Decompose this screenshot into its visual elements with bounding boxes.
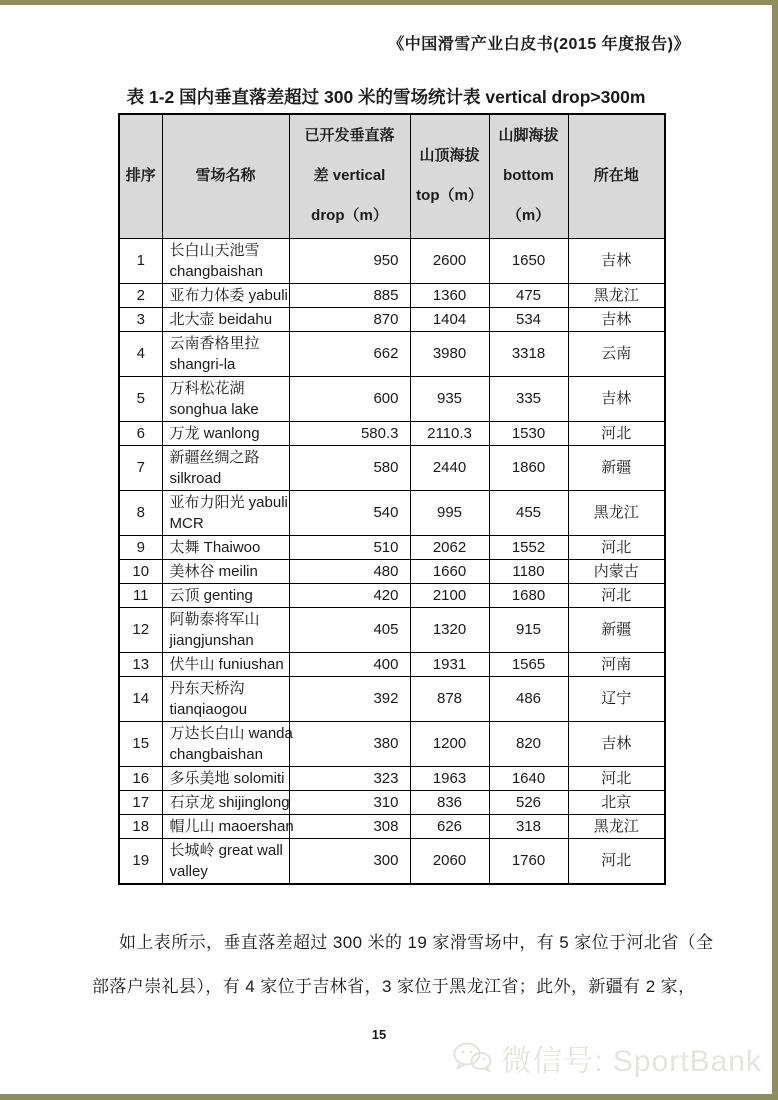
cell-bottom: 820 xyxy=(489,721,568,766)
cell-rank: 6 xyxy=(119,421,162,445)
cell-location: 辽宁 xyxy=(568,676,665,721)
column-header-rank: 排序 xyxy=(119,114,162,238)
cell-bottom: 915 xyxy=(489,607,568,652)
cell-top: 935 xyxy=(410,376,489,421)
cell-drop: 400 xyxy=(289,652,410,676)
table-row xyxy=(119,307,665,331)
cell-name: 丹东天桥沟 tianqiaogou xyxy=(162,676,289,721)
page-border-bottom xyxy=(0,1094,778,1100)
cell-top: 626 xyxy=(410,814,489,838)
cell-location: 河北 xyxy=(568,766,665,790)
cell-drop: 310 xyxy=(289,790,410,814)
table-row xyxy=(119,652,665,676)
cell-location: 河北 xyxy=(568,583,665,607)
table-row xyxy=(119,490,665,535)
cell-drop: 870 xyxy=(289,307,410,331)
cell-top: 1200 xyxy=(410,721,489,766)
cell-top: 1660 xyxy=(410,559,489,583)
cell-rank: 11 xyxy=(119,583,162,607)
cell-name: 万达长白山 wanda changbaishan xyxy=(162,721,289,766)
cell-top: 3980 xyxy=(410,331,489,376)
cell-bottom: 1530 xyxy=(489,421,568,445)
cell-name: 多乐美地 solomiti xyxy=(162,766,289,790)
cell-name: 万龙 wanlong xyxy=(162,421,289,445)
cell-bottom: 1565 xyxy=(489,652,568,676)
ski-resorts-table xyxy=(118,113,666,885)
cell-top: 1963 xyxy=(410,766,489,790)
table-body xyxy=(119,238,665,884)
cell-bottom: 526 xyxy=(489,790,568,814)
cell-location: 吉林 xyxy=(568,238,665,283)
column-header-bottom: 山脚海拔 bottom （m） xyxy=(489,114,568,238)
cell-name: 太舞 Thaiwoo xyxy=(162,535,289,559)
table-row xyxy=(119,376,665,421)
cell-drop: 300 xyxy=(289,838,410,884)
cell-location: 河北 xyxy=(568,535,665,559)
cell-bottom: 534 xyxy=(489,307,568,331)
document-title: 《中国滑雪产业白皮书(2015 年度报告)》 xyxy=(388,36,690,53)
cell-drop: 600 xyxy=(289,376,410,421)
cell-top: 878 xyxy=(410,676,489,721)
table-row xyxy=(119,790,665,814)
cell-location: 云南 xyxy=(568,331,665,376)
table-row xyxy=(119,445,665,490)
column-header-top: 山顶海拔 top（m） xyxy=(410,114,489,238)
cell-top: 1320 xyxy=(410,607,489,652)
column-header-location: 所在地 xyxy=(568,114,665,238)
cell-top: 2440 xyxy=(410,445,489,490)
cell-rank: 17 xyxy=(119,790,162,814)
wechat-icon xyxy=(452,1040,492,1076)
cell-rank: 3 xyxy=(119,307,162,331)
cell-top: 2062 xyxy=(410,535,489,559)
cell-name: 长白山天池雪 changbaishan xyxy=(162,238,289,283)
table-header xyxy=(119,114,665,238)
table-row xyxy=(119,721,665,766)
cell-drop: 480 xyxy=(289,559,410,583)
cell-bottom: 486 xyxy=(489,676,568,721)
table-row xyxy=(119,814,665,838)
cell-top: 1404 xyxy=(410,307,489,331)
paragraph-line: 如上表所示，垂直落差超过 300 米的 19 家滑雪场中，有 5 家位于河北省（全 xyxy=(119,933,714,952)
cell-bottom: 455 xyxy=(489,490,568,535)
cell-location: 新疆 xyxy=(568,445,665,490)
cell-top: 2100 xyxy=(410,583,489,607)
cell-name: 石京龙 shijinglong xyxy=(162,790,289,814)
cell-name: 阿勒泰将军山 jiangjunshan xyxy=(162,607,289,652)
cell-location: 吉林 xyxy=(568,307,665,331)
cell-top: 995 xyxy=(410,490,489,535)
cell-drop: 580 xyxy=(289,445,410,490)
cell-bottom: 335 xyxy=(489,376,568,421)
cell-location: 河北 xyxy=(568,838,665,884)
table-row xyxy=(119,238,665,283)
cell-drop: 420 xyxy=(289,583,410,607)
cell-rank: 15 xyxy=(119,721,162,766)
watermark-text: 微信号: SportBank xyxy=(501,1045,762,1078)
cell-name: 万科松花湖 songhua lake xyxy=(162,376,289,421)
cell-name: 北大壶 beidahu xyxy=(162,307,289,331)
table-row xyxy=(119,331,665,376)
column-header-name: 雪场名称 xyxy=(162,114,289,238)
cell-location: 河北 xyxy=(568,421,665,445)
cell-bottom: 1552 xyxy=(489,535,568,559)
page-border-top xyxy=(0,0,778,5)
table-row xyxy=(119,766,665,790)
cell-location: 新疆 xyxy=(568,607,665,652)
cell-name: 云顶 genting xyxy=(162,583,289,607)
table-row xyxy=(119,583,665,607)
table-row xyxy=(119,607,665,652)
cell-top: 1360 xyxy=(410,283,489,307)
cell-drop: 662 xyxy=(289,331,410,376)
cell-top: 2600 xyxy=(410,238,489,283)
cell-bottom: 318 xyxy=(489,814,568,838)
cell-name: 美林谷 meilin xyxy=(162,559,289,583)
table-row xyxy=(119,676,665,721)
cell-location: 黑龙江 xyxy=(568,490,665,535)
cell-drop: 510 xyxy=(289,535,410,559)
cell-location: 吉林 xyxy=(568,721,665,766)
cell-location: 北京 xyxy=(568,790,665,814)
cell-drop: 580.3 xyxy=(289,421,410,445)
cell-name: 亚布力阳光 yabuli MCR xyxy=(162,490,289,535)
cell-rank: 7 xyxy=(119,445,162,490)
cell-bottom: 1640 xyxy=(489,766,568,790)
cell-bottom: 3318 xyxy=(489,331,568,376)
cell-bottom: 1680 xyxy=(489,583,568,607)
cell-location: 吉林 xyxy=(568,376,665,421)
cell-rank: 1 xyxy=(119,238,162,283)
body-paragraph xyxy=(92,921,714,1009)
cell-name: 亚布力体委 yabuli xyxy=(162,283,289,307)
column-header-drop: 已开发垂直落 差 vertical drop（m） xyxy=(289,114,410,238)
cell-rank: 12 xyxy=(119,607,162,652)
cell-bottom: 1650 xyxy=(489,238,568,283)
cell-rank: 5 xyxy=(119,376,162,421)
page-number: 15 xyxy=(371,1027,387,1042)
cell-location: 黑龙江 xyxy=(568,283,665,307)
cell-name: 帽儿山 maoershan xyxy=(162,814,289,838)
watermark xyxy=(452,1036,762,1080)
cell-drop: 885 xyxy=(289,283,410,307)
cell-drop: 392 xyxy=(289,676,410,721)
cell-location: 河南 xyxy=(568,652,665,676)
cell-rank: 14 xyxy=(119,676,162,721)
cell-rank: 16 xyxy=(119,766,162,790)
table-row xyxy=(119,535,665,559)
cell-drop: 540 xyxy=(289,490,410,535)
cell-name: 新疆丝绸之路 silkroad xyxy=(162,445,289,490)
cell-drop: 950 xyxy=(289,238,410,283)
cell-top: 1931 xyxy=(410,652,489,676)
paragraph-line: 部落户崇礼县），有 4 家位于吉林省，3 家位于黑龙江省；此外，新疆有 2 家， xyxy=(92,977,696,996)
cell-drop: 380 xyxy=(289,721,410,766)
cell-rank: 2 xyxy=(119,283,162,307)
cell-rank: 8 xyxy=(119,490,162,535)
cell-rank: 18 xyxy=(119,814,162,838)
table-title: 表 1-2 国内垂直落差超过 300 米的雪场统计表 vertical drop>300m xyxy=(126,87,646,107)
cell-bottom: 1760 xyxy=(489,838,568,884)
table-row xyxy=(119,838,665,884)
cell-location: 内蒙古 xyxy=(568,559,665,583)
cell-name: 云南香格里拉 shangri-la xyxy=(162,331,289,376)
table-row xyxy=(119,283,665,307)
cell-location: 黑龙江 xyxy=(568,814,665,838)
page-border-right xyxy=(772,0,778,1100)
cell-rank: 10 xyxy=(119,559,162,583)
cell-bottom: 1860 xyxy=(489,445,568,490)
table-row xyxy=(119,421,665,445)
cell-top: 2110.3 xyxy=(410,421,489,445)
cell-drop: 405 xyxy=(289,607,410,652)
cell-rank: 13 xyxy=(119,652,162,676)
cell-drop: 308 xyxy=(289,814,410,838)
cell-name: 伏牛山 funiushan xyxy=(162,652,289,676)
cell-drop: 323 xyxy=(289,766,410,790)
cell-name: 长城岭 great wall valley xyxy=(162,838,289,884)
cell-bottom: 1180 xyxy=(489,559,568,583)
table-row xyxy=(119,559,665,583)
table-header-row xyxy=(119,114,665,238)
cell-rank: 4 xyxy=(119,331,162,376)
cell-rank: 19 xyxy=(119,838,162,884)
cell-bottom: 475 xyxy=(489,283,568,307)
cell-rank: 9 xyxy=(119,535,162,559)
cell-top: 2060 xyxy=(410,838,489,884)
cell-top: 836 xyxy=(410,790,489,814)
